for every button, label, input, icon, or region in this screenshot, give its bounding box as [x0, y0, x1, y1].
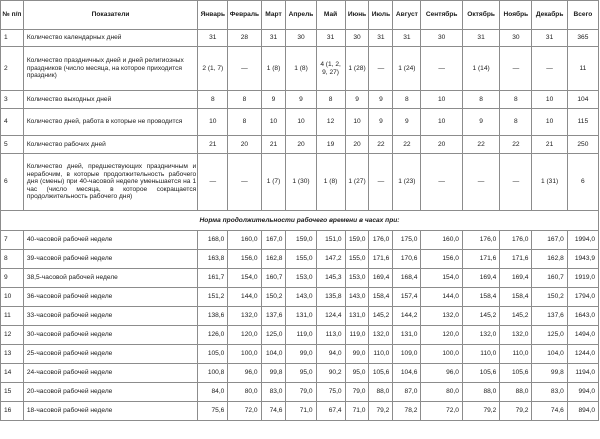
cell: 170,6	[393, 250, 421, 269]
table-row	[1, 154, 599, 211]
header-month: Август	[393, 1, 421, 30]
table-row	[1, 47, 599, 91]
cell: 22	[393, 136, 421, 154]
row-number: 13	[1, 345, 24, 364]
row-label: 39-часовой рабочей неделе	[23, 250, 197, 269]
cell: 8	[500, 91, 532, 109]
cell-total: 365	[567, 30, 598, 47]
cell: —	[500, 47, 532, 91]
cell: 31	[532, 30, 567, 47]
cell: 9	[345, 91, 369, 109]
cell: 151,2	[198, 288, 228, 307]
cell: 10	[345, 109, 369, 136]
cell: 176,0	[500, 231, 532, 250]
cell: 147,2	[316, 250, 345, 269]
cell-total: 1994,0	[567, 231, 598, 250]
cell: 104,6	[393, 364, 421, 383]
cell: 22	[462, 136, 499, 154]
cell: 74,6	[261, 402, 286, 421]
cell: 154,0	[421, 269, 463, 288]
cell: 20	[421, 136, 463, 154]
cell: 99,8	[261, 364, 286, 383]
cell: 8	[500, 109, 532, 136]
header-month: Ноябрь	[500, 1, 532, 30]
row-label: 36-часовой рабочей неделе	[23, 288, 197, 307]
cell: 9	[286, 91, 316, 109]
table-row	[1, 402, 599, 421]
cell: 87,0	[393, 383, 421, 402]
cell: 144,0	[228, 288, 261, 307]
table-row	[1, 109, 599, 136]
cell: 1 (31)	[532, 154, 567, 211]
cell: 84,0	[198, 383, 228, 402]
cell: 168,0	[198, 231, 228, 250]
cell: 30	[421, 30, 463, 47]
cell: 150,2	[532, 288, 567, 307]
cell: 1 (30)	[286, 154, 316, 211]
cell: 9	[369, 109, 393, 136]
cell: 4 (1, 2, 9, 27)	[316, 47, 345, 91]
section-title: Норма продолжительности рабочего времени в часах при:	[1, 211, 599, 231]
cell: 20	[228, 136, 261, 154]
cell: 9	[393, 109, 421, 136]
cell: 162,8	[532, 250, 567, 269]
row-number: 16	[1, 402, 24, 421]
cell: 169,4	[462, 269, 499, 288]
table-row	[1, 364, 599, 383]
cell: 124,4	[316, 307, 345, 326]
row-label: Количество календарных дней	[23, 30, 197, 47]
cell: 72,0	[228, 402, 261, 421]
cell: 145,3	[316, 269, 345, 288]
cell: 99,0	[345, 345, 369, 364]
row-label: 20-часовой рабочей неделе	[23, 383, 197, 402]
table-row	[1, 307, 599, 326]
cell: 171,6	[369, 250, 393, 269]
cell: 83,0	[261, 383, 286, 402]
cell: 19	[316, 136, 345, 154]
cell: —	[228, 154, 261, 211]
cell: 104,0	[261, 345, 286, 364]
cell: 119,0	[286, 326, 316, 345]
cell: 143,0	[345, 288, 369, 307]
cell: 171,6	[500, 250, 532, 269]
row-number: 8	[1, 250, 24, 269]
cell-total: 11	[567, 47, 598, 91]
cell: 31	[393, 30, 421, 47]
cell: 10	[261, 109, 286, 136]
cell: 31	[462, 30, 499, 47]
cell: 1 (28)	[345, 47, 369, 91]
cell: 20	[286, 136, 316, 154]
cell: 144,2	[393, 307, 421, 326]
row-number: 5	[1, 136, 24, 154]
cell: 1 (27)	[345, 154, 369, 211]
row-number: 10	[1, 288, 24, 307]
cell: 132,0	[462, 326, 499, 345]
cell: —	[462, 154, 499, 211]
header-month: Сентябрь	[421, 1, 463, 30]
cell: 9	[462, 109, 499, 136]
cell: 31	[261, 30, 286, 47]
cell: 131,0	[345, 307, 369, 326]
row-number: 3	[1, 91, 24, 109]
cell: 75,6	[198, 402, 228, 421]
cell-total: 6	[567, 154, 598, 211]
cell: 1 (23)	[393, 154, 421, 211]
cell: —	[369, 154, 393, 211]
cell: 135,8	[316, 288, 345, 307]
table-row	[1, 326, 599, 345]
cell: 79,2	[369, 402, 393, 421]
cell: 10	[421, 91, 463, 109]
cell-total: 1194,0	[567, 364, 598, 383]
cell: 126,0	[198, 326, 228, 345]
header-month: Декабрь	[532, 1, 567, 30]
cell: 10	[286, 109, 316, 136]
row-number: 15	[1, 383, 24, 402]
cell: 71,0	[286, 402, 316, 421]
cell-total: 250	[567, 136, 598, 154]
cell: 8	[462, 91, 499, 109]
cell: 10	[532, 91, 567, 109]
cell: 9	[261, 91, 286, 109]
row-number: 1	[1, 30, 24, 47]
cell: 94,0	[316, 345, 345, 364]
cell: —	[198, 154, 228, 211]
cell: 79,2	[462, 402, 499, 421]
cell: 96,0	[228, 364, 261, 383]
header-month: Январь	[198, 1, 228, 30]
row-label: Количество дней, предшествующих праздничным и нерабочим, в которые продолжительность рабочего дня (смены) при 40-часовой неделе уменьшается на 1 час (число месяца, в которое сокращается продолжительность рабочего дня)	[23, 154, 197, 211]
cell: 105,6	[369, 364, 393, 383]
cell: 138,6	[198, 307, 228, 326]
cell: 171,6	[462, 250, 499, 269]
cell: 159,0	[345, 231, 369, 250]
cell: 145,2	[462, 307, 499, 326]
cell: 21	[261, 136, 286, 154]
cell: 167,0	[261, 231, 286, 250]
cell: 72,0	[421, 402, 463, 421]
cell: —	[532, 47, 567, 91]
cell: 113,0	[316, 326, 345, 345]
cell: 95,0	[345, 364, 369, 383]
cell: 169,4	[369, 269, 393, 288]
cell: 80,0	[421, 383, 463, 402]
cell: 120,0	[421, 326, 463, 345]
row-number: 2	[1, 47, 24, 91]
cell: 110,0	[462, 345, 499, 364]
header-month: Февраль	[228, 1, 261, 30]
cell: 110,0	[369, 345, 393, 364]
cell: 22	[369, 136, 393, 154]
cell: 153,0	[345, 269, 369, 288]
cell: 100,8	[198, 364, 228, 383]
cell: —	[369, 47, 393, 91]
cell: 156,0	[421, 250, 463, 269]
row-number: 11	[1, 307, 24, 326]
cell: —	[500, 154, 532, 211]
cell: 79,2	[500, 402, 532, 421]
cell-total: 115	[567, 109, 598, 136]
cell: 158,4	[369, 288, 393, 307]
cell: 137,6	[532, 307, 567, 326]
cell: 30	[286, 30, 316, 47]
cell: 160,7	[261, 269, 286, 288]
cell: 88,0	[500, 383, 532, 402]
cell: 8	[316, 91, 345, 109]
row-label: Количество выходных дней	[23, 91, 197, 109]
cell: 74,6	[532, 402, 567, 421]
cell: 144,0	[421, 288, 463, 307]
cell: 1 (8)	[316, 154, 345, 211]
cell: 80,0	[228, 383, 261, 402]
cell: 95,0	[286, 364, 316, 383]
header-month: Май	[316, 1, 345, 30]
cell: 104,0	[532, 345, 567, 364]
cell-total: 1919,0	[567, 269, 598, 288]
row-number: 9	[1, 269, 24, 288]
cell: 120,0	[228, 326, 261, 345]
cell: 160,0	[421, 231, 463, 250]
header-num: № п/п	[1, 1, 24, 30]
cell: 20	[345, 136, 369, 154]
table-row	[1, 383, 599, 402]
cell: 8	[228, 109, 261, 136]
cell: 30	[345, 30, 369, 47]
cell: 145,2	[369, 307, 393, 326]
cell: —	[228, 47, 261, 91]
cell: 160,7	[532, 269, 567, 288]
table-row	[1, 269, 599, 288]
row-label: Количество праздничных дней и дней религиозных праздников (число месяца, на которое приходится праздник)	[23, 47, 197, 91]
cell-total: 994,0	[567, 383, 598, 402]
cell: 8	[228, 91, 261, 109]
cell: 1 (8)	[286, 47, 316, 91]
cell: 96,0	[421, 364, 463, 383]
row-label: 18-часовой рабочей неделе	[23, 402, 197, 421]
cell: 131,0	[286, 307, 316, 326]
cell-total: 1494,0	[567, 326, 598, 345]
table-row	[1, 250, 599, 269]
cell: 137,6	[261, 307, 286, 326]
cell: 105,0	[198, 345, 228, 364]
cell: 1 (14)	[462, 47, 499, 91]
cell: 10	[421, 109, 463, 136]
table-row	[1, 345, 599, 364]
cell: 163,8	[198, 250, 228, 269]
cell: 161,7	[198, 269, 228, 288]
cell: 10	[532, 109, 567, 136]
cell-total: 1643,0	[567, 307, 598, 326]
cell: 168,4	[393, 269, 421, 288]
cell: 100,0	[228, 345, 261, 364]
cell: 1 (7)	[261, 154, 286, 211]
cell: 99,0	[286, 345, 316, 364]
cell: 158,4	[500, 288, 532, 307]
cell: 31	[316, 30, 345, 47]
cell: 169,4	[500, 269, 532, 288]
cell: 28	[228, 30, 261, 47]
cell: 109,0	[393, 345, 421, 364]
cell: 132,0	[421, 307, 463, 326]
cell: 158,4	[462, 288, 499, 307]
cell: 10	[198, 109, 228, 136]
cell: 105,6	[462, 364, 499, 383]
cell: —	[421, 47, 463, 91]
cell-total: 894,0	[567, 402, 598, 421]
table-row	[1, 136, 599, 154]
cell: 110,0	[500, 345, 532, 364]
row-number: 4	[1, 109, 24, 136]
section-header-row	[1, 211, 599, 231]
row-label: 30-часовой рабочей неделе	[23, 326, 197, 345]
cell: 88,0	[462, 383, 499, 402]
header-month: Июль	[369, 1, 393, 30]
cell: 125,0	[261, 326, 286, 345]
row-label: 24-часовой рабочей неделе	[23, 364, 197, 383]
row-number: 14	[1, 364, 24, 383]
cell: 71,0	[345, 402, 369, 421]
cell: 155,0	[286, 250, 316, 269]
cell: 105,6	[500, 364, 532, 383]
cell: 1 (24)	[393, 47, 421, 91]
cell: 30	[500, 30, 532, 47]
header-month: Июнь	[345, 1, 369, 30]
cell: 31	[369, 30, 393, 47]
header-indicator: Показатели	[23, 1, 197, 30]
cell: 1 (8)	[261, 47, 286, 91]
row-number: 7	[1, 231, 24, 250]
table-row	[1, 231, 599, 250]
cell: 83,0	[532, 383, 567, 402]
row-label: 38,5-часовой рабочей неделе	[23, 269, 197, 288]
cell-total: 1943,9	[567, 250, 598, 269]
row-label: 25-часовой рабочей неделе	[23, 345, 197, 364]
cell: 79,0	[345, 383, 369, 402]
cell: 67,4	[316, 402, 345, 421]
header-month: Март	[261, 1, 286, 30]
cell: 151,0	[316, 231, 345, 250]
cell: 176,0	[462, 231, 499, 250]
cell: 176,0	[369, 231, 393, 250]
cell: 156,0	[228, 250, 261, 269]
row-number: 6	[1, 154, 24, 211]
header-month: Апрель	[286, 1, 316, 30]
cell-total: 1794,0	[567, 288, 598, 307]
table-row	[1, 288, 599, 307]
header-total: Всего	[567, 1, 598, 30]
row-label: 40-часовой рабочей неделе	[23, 231, 197, 250]
cell: 175,0	[393, 231, 421, 250]
cell: 99,8	[532, 364, 567, 383]
cell: 143,0	[286, 288, 316, 307]
cell: 154,0	[228, 269, 261, 288]
cell: 155,0	[345, 250, 369, 269]
cell: 9	[369, 91, 393, 109]
cell: 153,0	[286, 269, 316, 288]
cell: 8	[393, 91, 421, 109]
cell: 21	[532, 136, 567, 154]
cell: 12	[316, 109, 345, 136]
cell: 88,0	[369, 383, 393, 402]
cell-total: 104	[567, 91, 598, 109]
cell: 150,2	[261, 288, 286, 307]
cell: 132,0	[228, 307, 261, 326]
cell: 2 (1, 7)	[198, 47, 228, 91]
cell: 119,0	[345, 326, 369, 345]
cell: 132,0	[500, 326, 532, 345]
cell: 167,0	[532, 231, 567, 250]
cell: 131,0	[393, 326, 421, 345]
cell: 22	[500, 136, 532, 154]
cell: 78,2	[393, 402, 421, 421]
cell: 90,2	[316, 364, 345, 383]
cell: 100,0	[421, 345, 463, 364]
table-row	[1, 30, 599, 47]
row-label: Количество дней, работа в которые не проводится	[23, 109, 197, 136]
cell: —	[421, 154, 463, 211]
cell: 31	[198, 30, 228, 47]
cell: 157,4	[393, 288, 421, 307]
cell: 75,0	[316, 383, 345, 402]
header-row	[1, 1, 599, 30]
cell: 21	[198, 136, 228, 154]
row-number: 12	[1, 326, 24, 345]
row-label: Количество рабочих дней	[23, 136, 197, 154]
header-month: Октябрь	[462, 1, 499, 30]
cell: 145,2	[500, 307, 532, 326]
cell: 160,0	[228, 231, 261, 250]
table-row	[1, 91, 599, 109]
cell: 132,0	[369, 326, 393, 345]
cell: 125,0	[532, 326, 567, 345]
row-label: 33-часовой рабочей неделе	[23, 307, 197, 326]
cell-total: 1244,0	[567, 345, 598, 364]
cell: 79,0	[286, 383, 316, 402]
cell: 162,8	[261, 250, 286, 269]
cell: 8	[198, 91, 228, 109]
cell: 159,0	[286, 231, 316, 250]
